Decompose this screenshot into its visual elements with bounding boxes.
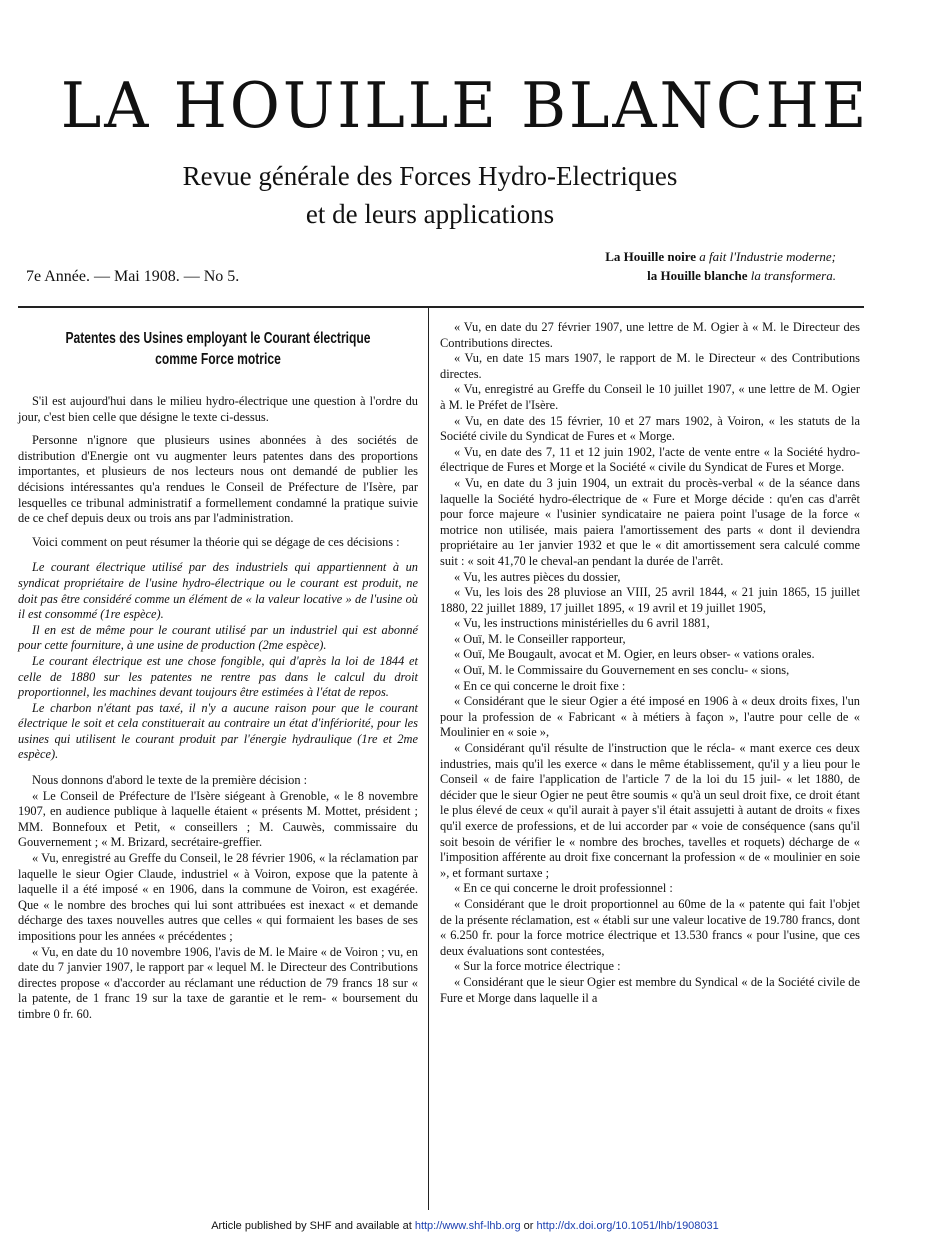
journal-subtitle-line2: et de leurs applications [305, 199, 555, 229]
motto [605, 247, 836, 285]
article-heading: Patentes des Usines employant le Courant électrique comme Force motrice [65, 330, 371, 368]
paragraph: « Vu, en date du 10 novembre 1906, l'avis de M. le Maire « de Voiron ; vu, en date du 7 janvier 1907, le rapport par « lequel M. le Directeur des Contributions directes propose « d'accorder au réclamant une réduction de 79 francs 18 sur « la patente, de 1 franc 19 sur la taxe de garantie et le rem- « boursement du timbre 0 fr. 60. [18, 944, 418, 1021]
motto-bold2: la Houille blanche [647, 268, 748, 283]
paragraph: « Vu, en date du 27 février 1907, une lettre de M. Ogier à « M. le Directeur des Contributions directes. [440, 320, 860, 350]
motto-line1 [605, 247, 836, 266]
footer-link-shf[interactable]: http://www.shf-lhb.org [414, 1220, 521, 1232]
paragraph: Nous donnons d'abord le texte de la première décision : [32, 773, 308, 788]
paragraph: Personne n'ignore que plusieurs usines abonnées à des sociétés de distribution d'Energie ont vu augmenter leurs patentes dans des proportions importantes, et plusieurs de nos lecteurs nous ont demandé de publier les décisions intéressantes qu'a rendues le Conseil de Préfecture de l'Isère, par lesquelles ce tribunal administratif a formellement condamné la pratique suivie de ce chef depuis deux ou trois ans par l'administration. [18, 433, 418, 526]
footer-prefix: Article published by SHF and available at [211, 1220, 415, 1232]
paragraph: « Considérant qu'il résulte de l'instruction que le récla- « mant exerce ces deux industries, mais qu'il les exerce « dans le même établissement, qu'il y a lieu pour le Conseil « de faire l'application de l'article 7 de la loi du 15 juil- « let 1880, de décider que le sieur Ogier ne peut être soumis « qu'à un seul droit fixe, ce droit étant le plus élevé de ceux « qu'il aurait à payer s'il était assujetti à autant de droits « fixes qu'il exerce de professions, et de lui accorder par « voie de conséquence (sans qu'il soit besoin de vérifier le « nombre des broches, tavelles et roquets) décharge de « l'imposition afférente au droit fixe concernant la profession « de « moulinier en soie », et formant surtaxe ; [440, 741, 860, 880]
left-paragraphs [18, 394, 418, 1023]
footer-middle: or [520, 1220, 537, 1232]
paragraph: « Sur la force motrice électrique : [454, 959, 621, 974]
paragraph: « Ouï, Me Bougault, avocat et M. Ogier, en leurs obser- « vations orales. [454, 647, 815, 662]
paragraph: « Ouï, M. le Conseiller rapporteur, [454, 631, 626, 646]
motto-rest2: la transformera. [747, 268, 836, 283]
paragraph: « Vu, en date des 15 février, 10 et 27 mars 1902, à Voiron, « les statuts de la Société civile du Syndicat de Fures et « Morge. [440, 413, 860, 444]
paragraph: « Considérant que le droit proportionnel au 60me de la « patente qui fait l'objet de la présente réclamation, est « établi sur une valeur locative de 19.780 francs, dont « 6.250 fr. pour la force motrice électrique et 13.530 francs « pour l'usine, que ces deux évaluations sont contestées, [440, 896, 860, 958]
paragraph: Le charbon n'étant pas taxé, il n'y a aucune raison pour que le courant électrique le soit et cela constituerait au contraire un état d'infériorité, pour les usines qui utilisent le courant produit par l'énergie hydraulique (1re et 2me espèce). [18, 700, 418, 762]
paragraph: « Vu, les lois des 28 pluviose an VIII, 25 avril 1844, « 21 juin 1865, 15 juillet 1880, 22 juillet 1889, 17 juillet 1895, « 19 avril et 19 juillet 1905, [440, 585, 860, 615]
paragraph: Le courant électrique est une chose fongible, qui d'après la loi de 1844 et celle de 1880 sur les patentes ne rentre pas dans le calcul du droit proportionnel, les machines devant toujours être estimées à l'état de repos. [18, 653, 418, 700]
motto-bold1: La Houille noire [605, 249, 696, 264]
right-paragraphs [440, 320, 860, 1006]
motto-rest1: a fait l'Industrie moderne; [696, 249, 836, 264]
paragraph: « Vu, les autres pièces du dossier, [454, 569, 621, 584]
paragraph: Voici comment on peut résumer la théorie qui se dégage de ces décisions : [32, 534, 400, 549]
paragraph: Le courant électrique utilisé par des industriels qui appartiennent à un syndicat propriétaire de l'usine hydro-électrique ou le courant est produit, ne doit pas être considéré comme un élément de « la valeur locative » de l'usine où il est consommé (1re espèce). [18, 560, 418, 622]
paragraph: Il en est de même pour le courant utilisé par un industriel qui est abonné pour cette fourniture, à une usine de production (2me espèce). [18, 622, 418, 653]
article-right-column [440, 320, 860, 1006]
paragraph: « Le Conseil de Préfecture de l'Isère siégeant à Grenoble, « le 8 novembre 1907, en audience publique à laquelle étaient « présents M. Mottet, président ; MM. Bonnefoux et Petit, « conseillers ; M. Cauwès, commissaire du Gouvernement ; « M. Brizard, secrétaire-greffier. [18, 788, 418, 850]
paragraph: « Considérant que le sieur Ogier est membre du Syndical « de la Société civile de Fure et Morge dans laquelle il a [440, 974, 860, 1005]
journal-title: LA HOUILLE BLANCHE [60, 69, 870, 142]
paragraph: « En ce qui concerne le droit professionnel : [454, 881, 673, 896]
footer [0, 1220, 930, 1232]
column-rule [428, 306, 429, 1210]
motto-line2 [605, 266, 836, 285]
paragraph: « Vu, en date des 7, 11 et 12 juin 1902, l'acte de vente entre « la Société hydro-électrique de Fures et Morge et la Société « civile du Syndicat de Fures et Morge. [440, 444, 860, 475]
paragraph: « Vu, enregistré au Greffe du Conseil, le 28 février 1906, « la réclamation par laquelle le sieur Ogier Claude, industriel « à Voiron, expose que la patente à laquelle il a été imposé « en 1906, dans la commune de Voiron, est exagérée. Que « le nombre des broches qui lui sont attribuées est inexact « et demande décharge des taxes nouvelles autres que celles « qui formaient les bases de ses impositions pour les années « précédentes ; [18, 851, 418, 943]
paragraph: S'il est aujourd'hui dans le milieu hydro-électrique une question à l'ordre du jour, c'est bien celle que désigne le texte ci-dessus. [18, 394, 418, 424]
paragraph: « Considérant que le sieur Ogier a été imposé en 1906 à « deux droits fixes, l'un pour la profession de « Fabricant « à métiers à façon », l'autre pour celle de « Moulinier en « soie », [440, 694, 860, 740]
paragraph: « Vu, les instructions ministérielles du 6 avril 1881, [454, 616, 710, 631]
paragraph: « Vu, en date du 3 juin 1904, un extrait du procès-verbal « de la séance dans laquelle la Société hydro-électrique de « Fure et Morge décide : qu'en cas d'arrêt pour force majeure « l'usinier syndicataire ne paiera point l'usage de la force « motrice non utilisée, mais paiera l'amortissement des parts « dont il deviendra propriétaire au 1er janvier 1932 et que le « dit amortissement sera calculé comme suit : « soit 41,70 le cheval-an pendant la durée de l'arrêt. [440, 475, 860, 568]
paragraph: « En ce qui concerne le droit fixe : [454, 678, 626, 693]
issue-line: 7e Année. — Mai 1908. — No 5. [26, 268, 240, 285]
article-left-column [18, 328, 418, 1023]
header-rule [18, 306, 864, 308]
paragraph: « Ouï, M. le Commissaire du Gouvernement en ses conclu- « sions, [454, 663, 790, 678]
paragraph: « Vu, enregistré au Greffe du Conseil le 10 juillet 1907, « une lettre de M. Ogier à M. le Préfet de l'Isère. [440, 382, 860, 412]
footer-link-doi[interactable]: http://dx.doi.org/10.1051/lhb/1908031 [536, 1220, 719, 1232]
paragraph: « Vu, en date 15 mars 1907, le rapport de M. le Directeur « des Contributions directes. [440, 351, 860, 381]
journal-subtitle-line1: Revue générale des Forces Hydro-Electriques [182, 161, 678, 191]
